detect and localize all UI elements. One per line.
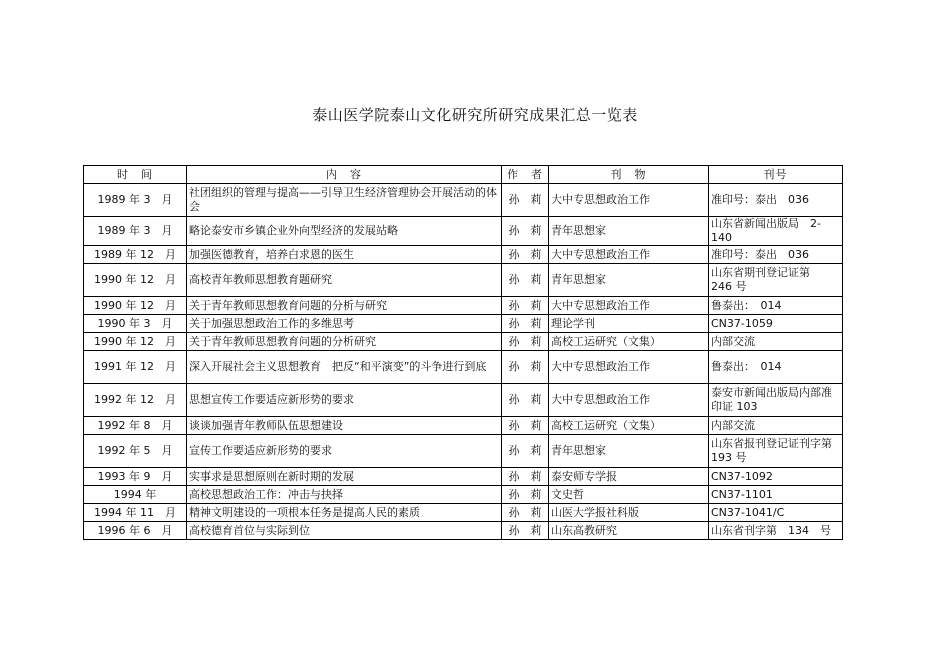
cell-journal: 高校工运研究（文集） bbox=[549, 333, 709, 351]
cell-author: 孙 莉 bbox=[502, 333, 549, 351]
cell-time: 1994 年 11 月 bbox=[84, 504, 187, 522]
cell-number: CN37-1101 bbox=[709, 486, 843, 504]
cell-content: 关于青年教师思想教育问题的分析与研究 bbox=[187, 297, 502, 315]
cell-number: CN37-1059 bbox=[709, 315, 843, 333]
cell-content: 高校德育首位与实际到位 bbox=[187, 522, 502, 540]
cell-content: 加强医德教育，培养白求恩的医生 bbox=[187, 246, 502, 264]
table-row bbox=[84, 435, 843, 468]
cell-time: 1992 年 12 月 bbox=[84, 384, 187, 417]
table-row bbox=[84, 184, 843, 217]
table-row bbox=[84, 486, 843, 504]
cell-author: 孙 莉 bbox=[502, 522, 549, 540]
cell-content: 深入开展社会主义思想教育 把反“和平演变”的斗争进行到底 bbox=[187, 351, 502, 384]
cell-content: 宣传工作要适应新形势的要求 bbox=[187, 435, 502, 468]
cell-author: 孙 莉 bbox=[502, 384, 549, 417]
cell-author: 孙 莉 bbox=[502, 504, 549, 522]
header-content: 内 容 bbox=[187, 166, 502, 184]
cell-number: 准印号：泰出 036 bbox=[709, 246, 843, 264]
cell-number: 山东省刊字第 134 号 bbox=[709, 522, 843, 540]
cell-journal: 山东高教研究 bbox=[549, 522, 709, 540]
cell-number: 泰安市新闻出版局内部准印证 103 bbox=[709, 384, 843, 417]
cell-journal: 高校工运研究（文集） bbox=[549, 417, 709, 435]
header-author: 作 者 bbox=[502, 166, 549, 184]
cell-time: 1994 年 bbox=[84, 486, 187, 504]
cell-content: 思想宣传工作要适应新形势的要求 bbox=[187, 384, 502, 417]
cell-journal: 山医大学报社科版 bbox=[549, 504, 709, 522]
cell-content: 实事求是思想原则在新时期的发展 bbox=[187, 468, 502, 486]
cell-number: 山东省报刊登记证刊字第 193 号 bbox=[709, 435, 843, 468]
cell-author: 孙 莉 bbox=[502, 435, 549, 468]
cell-number: 内部交流 bbox=[709, 417, 843, 435]
cell-time: 1990 年 3 月 bbox=[84, 315, 187, 333]
table-row bbox=[84, 351, 843, 384]
cell-number: CN37-1092 bbox=[709, 468, 843, 486]
cell-journal: 青年思想家 bbox=[549, 217, 709, 246]
cell-content: 高校青年教师思想教育题研究 bbox=[187, 264, 502, 297]
cell-author: 孙 莉 bbox=[502, 246, 549, 264]
table-header-row bbox=[84, 166, 843, 184]
cell-author: 孙 莉 bbox=[502, 217, 549, 246]
page-title: 泰山医学院泰山文化研究所研究成果汇总一览表 bbox=[312, 106, 638, 124]
header-journal: 刊 物 bbox=[549, 166, 709, 184]
cell-author: 孙 莉 bbox=[502, 315, 549, 333]
cell-time: 1990 年 12 月 bbox=[84, 297, 187, 315]
table-row bbox=[84, 264, 843, 297]
cell-journal: 青年思想家 bbox=[549, 264, 709, 297]
cell-number: 内部交流 bbox=[709, 333, 843, 351]
cell-journal: 泰安师专学报 bbox=[549, 468, 709, 486]
cell-journal: 文史哲 bbox=[549, 486, 709, 504]
table-row bbox=[84, 297, 843, 315]
cell-author: 孙 莉 bbox=[502, 417, 549, 435]
cell-time: 1990 年 12 月 bbox=[84, 333, 187, 351]
table-row bbox=[84, 384, 843, 417]
cell-journal: 大中专思想政治工作 bbox=[549, 297, 709, 315]
results-table bbox=[83, 165, 843, 540]
cell-author: 孙 莉 bbox=[502, 351, 549, 384]
cell-number: 山东省期刊登记证第 246 号 bbox=[709, 264, 843, 297]
table-row bbox=[84, 504, 843, 522]
cell-time: 1989 年 3 月 bbox=[84, 184, 187, 217]
table-row bbox=[84, 522, 843, 540]
cell-content: 精神文明建设的一项根本任务是提高人民的素质 bbox=[187, 504, 502, 522]
cell-journal: 青年思想家 bbox=[549, 435, 709, 468]
cell-journal: 大中专思想政治工作 bbox=[549, 384, 709, 417]
cell-author: 孙 莉 bbox=[502, 486, 549, 504]
cell-number: 鲁泰出： 014 bbox=[709, 351, 843, 384]
cell-time: 1992 年 5 月 bbox=[84, 435, 187, 468]
table-row bbox=[84, 217, 843, 246]
cell-content: 关于加强思想政治工作的多维思考 bbox=[187, 315, 502, 333]
cell-time: 1993 年 9 月 bbox=[84, 468, 187, 486]
cell-time: 1989 年 12 月 bbox=[84, 246, 187, 264]
cell-number: 鲁泰出： 014 bbox=[709, 297, 843, 315]
cell-time: 1989 年 3 月 bbox=[84, 217, 187, 246]
cell-time: 1990 年 12 月 bbox=[84, 264, 187, 297]
table-row bbox=[84, 333, 843, 351]
cell-journal: 大中专思想政治工作 bbox=[549, 184, 709, 217]
cell-author: 孙 莉 bbox=[502, 264, 549, 297]
cell-content: 谈谈加强青年教师队伍思想建设 bbox=[187, 417, 502, 435]
table-row bbox=[84, 468, 843, 486]
cell-author: 孙 莉 bbox=[502, 184, 549, 217]
cell-author: 孙 莉 bbox=[502, 297, 549, 315]
table-row bbox=[84, 246, 843, 264]
cell-author: 孙 莉 bbox=[502, 468, 549, 486]
header-number: 刊号 bbox=[709, 166, 843, 184]
cell-journal: 大中专思想政治工作 bbox=[549, 246, 709, 264]
cell-time: 1996 年 6 月 bbox=[84, 522, 187, 540]
cell-time: 1991 年 12 月 bbox=[84, 351, 187, 384]
cell-content: 略论泰安市乡镇企业外向型经济的发展站略 bbox=[187, 217, 502, 246]
cell-content: 关于青年教师思想教育问题的分析研究 bbox=[187, 333, 502, 351]
header-time: 时 间 bbox=[84, 166, 187, 184]
table-row bbox=[84, 417, 843, 435]
table-row bbox=[84, 315, 843, 333]
cell-number: 准印号：泰出 036 bbox=[709, 184, 843, 217]
cell-content: 社团组织的管理与提高——引导卫生经济管理协会开展活动的体会 bbox=[187, 184, 502, 217]
cell-time: 1992 年 8 月 bbox=[84, 417, 187, 435]
cell-journal: 理论学刊 bbox=[549, 315, 709, 333]
cell-journal: 大中专思想政治工作 bbox=[549, 351, 709, 384]
cell-content: 高校思想政治工作：冲击与抉择 bbox=[187, 486, 502, 504]
cell-number: CN37-1041/C bbox=[709, 504, 843, 522]
cell-number: 山东省新闻出版局 2-140 bbox=[709, 217, 843, 246]
